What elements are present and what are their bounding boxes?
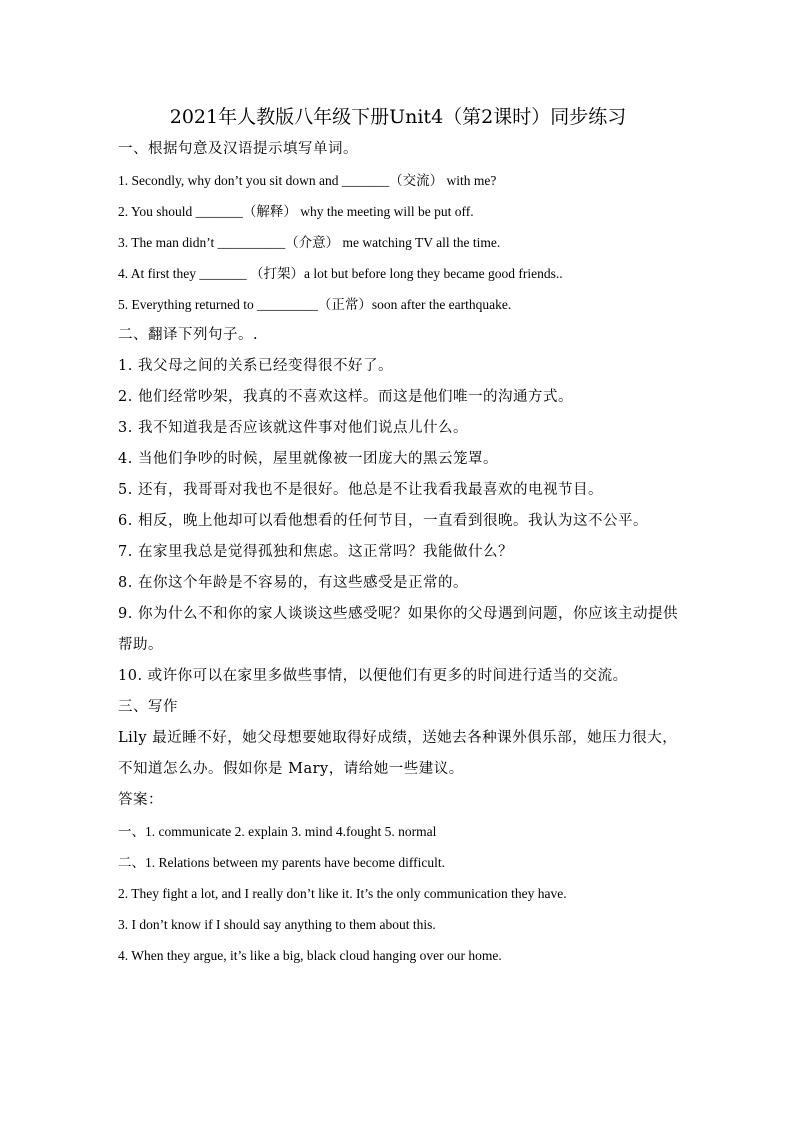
section2-heading: 二、翻译下列句子。. <box>118 327 259 343</box>
answers-part2-item: 4. When they argue, it’s like a big, black cloud hanging over our home. <box>118 948 502 963</box>
section1-heading: 一、根据句意及汉语提示填写单词。 <box>118 141 358 157</box>
fill-in-item: 1. Secondly, why don’t you sit down and _______（交流） with me? <box>118 173 497 188</box>
document-page <box>118 100 678 971</box>
answers-part1: 一、1. communicate 2. explain 3. mind 4.fought 5. normal <box>118 824 437 839</box>
fill-in-item: 5. Everything returned to _________（正常）soon after the earthquake. <box>118 297 512 312</box>
translate-item: 2. 他们经常吵架，我真的不喜欢这样。而这是他们唯一的沟通方式。 <box>118 389 573 405</box>
answers-part2-item: 3. I don’t know if I should say anything to them about this. <box>118 917 436 932</box>
fill-in-item: 3. The man didn’t __________（介意） me watching TV all the time. <box>118 235 501 250</box>
translate-item: 6. 相反，晚上他却可以看他想看的任何节目，一直看到很晚。我认为这不公平。 <box>118 513 648 529</box>
translate-item: 8. 在你这个年龄是不容易的，有这些感受是正常的。 <box>118 575 468 591</box>
translate-item: 4. 当他们争吵的时候，屋里就像被一团庞大的黑云笼罩。 <box>118 451 498 467</box>
translate-item: 10. 或许你可以在家里多做些事情，以便他们有更多的时间进行适当的交流。 <box>118 668 628 684</box>
answers-part2-first: 二、1. Relations between my parents have become difficult. <box>118 855 446 870</box>
translate-item: 1. 我父母之间的关系已经变得很不好了。 <box>118 358 393 374</box>
page-title: 2021年人教版八年级下册Unit4（第2课时）同步练习 <box>169 106 627 128</box>
translate-item: 5. 还有，我哥哥对我也不是很好。他总是不让我看我最喜欢的电视节目。 <box>118 482 603 498</box>
section3-heading: 三、写作 <box>118 699 178 715</box>
translate-item: 7. 在家里我总是觉得孤独和焦虑。这正常吗？我能做什么？ <box>118 544 513 560</box>
fill-in-item: 4. At first they _______ （打架）a lot but before long they became good friends.. <box>118 266 563 281</box>
writing-prompt: Lily 最近睡不好，她父母想要她取得好成绩，送她去各种课外俱乐部，她压力很大，不知道怎么办。假如你是 Mary，请给她一些建议。 <box>118 730 678 777</box>
answers-heading: 答案： <box>118 792 163 808</box>
answers-part2-item: 2. They fight a lot, and I really don’t like it. It’s the only communication they have. <box>118 886 567 901</box>
translate-item: 3. 我不知道我是否应该就这件事对他们说点儿什么。 <box>118 420 468 436</box>
fill-in-item: 2. You should _______（解释） why the meeting will be put off. <box>118 204 474 219</box>
translate-item: 9. 你为什么不和你的家人谈谈这些感受呢？如果你的父母遇到问题，你应该主动提供帮助。 <box>118 606 678 653</box>
